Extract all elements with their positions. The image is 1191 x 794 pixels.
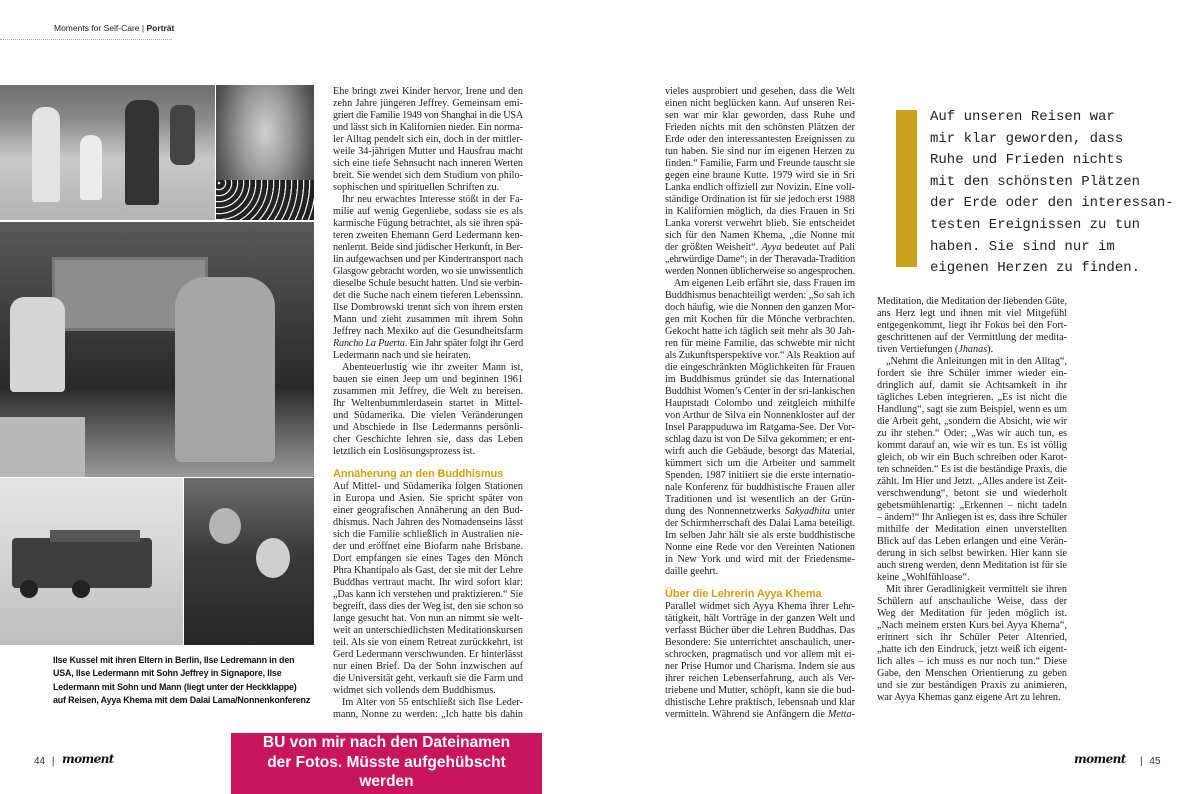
text-line: der und eröffnet eine Biofarm nahe Brisbane. [333,541,523,552]
text-line: zehn Jahre jüngeren Jeffrey. Gemeinsam emi- [333,98,523,109]
text-line: breit. Sie wendet sich dem Studium von philo- [333,170,523,181]
text-column-3 [877,296,1067,704]
text-line: Buddhist Women’s Center in der sri-lankischen [665,386,855,397]
caption-line: auf Reisen, Ayya Khema mit dem Dalai Lama/Nonnenkonferenz [53,694,311,705]
text-line: begreift, dass dies der Weg ist, den sie schon so [333,601,523,612]
text-line: und Abschiede in Ilse Ledermanns persönli- [333,422,523,433]
italic-text: Jhanas [958,344,988,355]
text-line: Lanka vorerst verwehrt blieb. Sie entscheidet [665,218,855,229]
text-line: Gabe, den Menschen Orientierung zu geben [877,668,1067,679]
text-line: verschwendung“, betont sie und wiederholt [877,488,1067,499]
text-line: und lässt sich in Kalifornien nieder. Ein norma- [333,122,523,133]
text-line: Weg der Meditation für jeden möglich ist. [877,608,1067,619]
page-number: 45 [1149,756,1161,767]
text-line: Meditation, die Meditation der liebenden Güte, [877,296,1067,307]
text-line: gen mit Kochen für die Mönche verbrachten. [665,314,855,325]
text-line: Blick auf das Leben erlangen und eine Verän- [877,536,1067,547]
text-line: milie auf wenig Gegenliebe, sodass sie es als [333,206,523,217]
text-line [665,506,855,518]
text-line: triebene und Mutter, schöpft, kann sie die bud- [665,685,855,696]
text-line: Jeffrey nach Mexiko auf die Gesundheitsfarm [333,326,523,337]
text-line: Mit ihrer Geradlinigkeit vermittelt sie ihren [886,584,1067,595]
text-line: ner Prise Humor und Charisma. Indem sie aus [665,661,855,672]
text-line: geschrittenen auf der Vermittlung der medita- [877,332,1067,343]
text-line: gegen eine braune Kutte. 1979 wird sie in Sri [665,170,855,181]
photo-jeep-travel [0,478,183,645]
text-line: als Zukunftsperspektive vor.“ Als Reaktion auf [665,350,855,361]
text-line: dieselbe Schule besucht hatten. Und sie verbin- [333,278,523,289]
text-line: „hatte ich den Eindruck, jetzt weiß ich eigent- [877,644,1067,655]
text-line: dringlich auf, damit sie Achtsamkeit in ihr [877,380,1067,391]
running-header [54,23,174,33]
text-line: Frieden nichts mit den schönsten Plätzen der [665,122,855,133]
text-segment: der größten Weisheit“. [665,242,762,253]
caption-line: Ilse Kussel mit ihren Eltern in Berlin, Ilse Ledremann in den [53,655,295,665]
text-segment: ). [987,344,994,355]
pull-quote-line: haben. Sie sind nur im [930,238,1115,255]
text-line [333,338,523,350]
text-line: Ledermann nach und sie heiraten. [333,350,471,361]
text-line: Lanka endlich offiziell zur Novizin. Eine voll- [665,182,855,193]
text-line: Buddhas vertraut macht. Ihr wird sofort klar: [333,577,523,588]
text-line: verfasst Bücher über die Lehren Buddhas. Das [665,625,855,636]
text-column-1 [333,86,523,721]
text-line: gebetsmühlenartig: „Erkennen – nicht tadeln [877,500,1067,511]
text-line: erinnert sich ihr Schüler Peter Altenried, [877,632,1067,643]
text-line: und sie zur beständigen Praxis zu animieren, [877,680,1067,691]
text-line: Ehe bringt zwei Kinder hervor, Irene und den [333,86,523,97]
text-line: werden Nonnen üblicherweise so angesprochen. [665,266,855,277]
text-line: cher Geschichte lehren sie, dass das Leben [333,434,523,445]
text-line: Besondere: Sie unterrichtet anschaulich, uner- [665,637,855,648]
text-line: Schülern auf anschauliche Weise, dass der [877,596,1067,607]
text-line: sen war mir klar geworden, dass Ruhe und [665,110,855,121]
text-line: schlag dazu ist von De Silva gekommen; er ent- [665,434,855,445]
text-line: Erde oder den interessantesten Ereignissen zu [665,134,855,145]
italic-text: Rancho La Puerta [333,338,405,349]
pull-quote-bar [896,110,917,267]
text-line: Ihr Weltenbummlerdasein startet in Mittel- [333,398,523,409]
text-line: nur einen Brief. Da der Sohn inzwischen auf [333,661,523,672]
text-segment: . Ein Jahr später folgt ihr Gerd [404,338,523,349]
text-line: wirft auch die Gebäude, besorgt das Material, [665,446,855,457]
italic-text: Sakyadhita [784,506,830,517]
logo-text: moment [1074,752,1126,766]
text-line: weit an unterschiedlichsten Meditationskursen [333,625,523,636]
text-line: Im selben Jahr hält sie als erste buddhistische [665,530,855,541]
text-line [665,242,855,254]
text-line: „Nach meinem ersten Kurs bei Ayya Khema“, [877,620,1067,631]
text-line: einer geografischen Annäherung an den Bud- [333,505,523,516]
text-line: von Arthur de Silva ein Nonnenkloster auf der [665,410,855,421]
text-segment: bedeutet auf Pali [781,242,855,253]
section-heading: Über die Lehrerin Ayya Khema [665,588,822,600]
text-line: keine „Wohlfühloase“. [877,572,970,583]
italic-text: Metta- [827,709,855,720]
text-line [877,344,1067,356]
text-line: Handlung“, sagt sie zum Beispiel, wenn es um [877,404,1067,415]
pull-quote-line: Auf unseren Reisen war [930,109,1115,125]
pull-quote-line: mir klar geworden, dass [930,130,1124,147]
text-line: tätigkeit, hält Vorträge in der ganzen Welt und [665,613,855,624]
text-line: Parallel widmet sich Ayya Khema ihrer Lehr- [665,601,855,612]
text-line: Auf Mittel- und Südamerika folgen Stationen [333,481,523,492]
text-line [665,709,855,721]
text-line: Dort empfangen sie eines Tages den Mönch [333,553,523,564]
text-line: Buddhismus benachteiligt werden: „So sah ich [665,290,855,301]
text-line: gleich, ob wir ein Buch schreiben oder Karot- [877,452,1067,463]
text-line: war Ayya Khemas ganz eigene Art zu lehren. [877,692,1061,703]
pull-quote-line: mit den schönsten Plätzen [930,173,1141,190]
text-line: nenlernt. Beide sind jüdischer Herkunft, in Ber- [333,242,523,253]
text-line: dhismus. Nach Jahren des Nomadenseins lässt [333,517,523,528]
photo-mexico-foodstall [0,222,314,477]
header-category: Porträt [146,23,175,33]
logo-text: moment [62,752,114,766]
text-line: ihrer reichen Lebenserfahrung, auch als Ver- [665,673,855,684]
text-segment: unter [830,506,855,517]
text-line: sophischen und spirituellen Schriften zu. [333,182,500,193]
text-line: mithilfe der Meditation einen unverstellten [877,524,1067,535]
editor-note-line: der Fotos. Müsste aufgehübscht [267,753,506,771]
section-heading: Annäherung an den Buddhismus [333,468,504,480]
text-line: karmische Fügung betrachtet, als sie ihren spä- [333,218,523,229]
text-line: tägliches Leben integrieren. „Es ist nicht die [877,392,1067,403]
text-line: kümmert sich um die Arbeiter und sammelt [665,458,855,469]
text-line: kommt darauf an, wie wir es tun. Es ist völlig [877,440,1067,451]
text-line: zählt. Im Hier und Jetzt. „Alles andere ist Zeit- [877,476,1067,487]
pull-quote-line: eigenen Herzen zu finden. [930,260,1141,277]
pull-quote-line: der Erde oder den interessan- [930,195,1174,212]
text-line: sich für den Namen Khema, „die Nonne mit [665,230,855,241]
page-number-right [1140,756,1161,767]
text-line: ren für meine Familie, das schwebte mir nicht [665,338,855,349]
text-line: lin aufgewachsen und per Kindertransport nach [333,254,523,265]
text-line: teren zweiten Ehemann Gerd Ledermann ken- [333,230,523,241]
text-line: Insel Parappuduwa im Ratgama-See. Der Vor- [665,422,855,433]
text-line: sich eine tiefe Sehnsucht nach inneren Werten [333,158,523,169]
text-line: Mann und zieht zusammen mit ihrem Sohn [333,314,523,325]
photo-caption [53,654,310,707]
caption-line: USA, Ilse Ledermann mit Sohn Jeffrey in Signapore, Ilse [53,668,282,679]
text-line: entgegenkommt, liegt ihr Fokus bei den Fort- [877,320,1067,331]
text-line: Phra Khantipalo als Gast, der sie mit der Lehre [333,565,523,576]
text-line: weile 34-jährigen Mutter und Hausfrau macht [333,146,523,157]
pull-quote-line: Ruhe und Frieden nichts [930,152,1124,169]
text-line: sich die Familie schließlich in Australien nie- [333,529,523,540]
photo-dalai-lama-ayya-khema [184,478,314,645]
header-rule [0,39,172,40]
text-line: teil. Als sie von einem Retreat zurückkehrt, ist [333,637,523,648]
text-line: in Kalifornien möglich, da dies Frauen in Sri [665,206,855,217]
text-segment: tiven Vertiefungen ( [877,344,959,355]
text-line: „ehrwürdige Dame“; in der Theravada-Tradition [665,254,855,265]
text-line: derung in sich selbst bewirken. Hier kann sie [877,548,1067,559]
text-line: Gerd Ledermann verschwunden. Er hinterlässt [333,649,523,660]
photo-family-berlin [0,85,215,220]
caption-line: Ledermann mit Sohn und Mann (liegt unter der Heckklappe) [53,681,297,692]
text-line: widmet sich vollends dem Buddhismus. [333,685,496,696]
editor-note [231,733,542,794]
text-line: die eingeschränkten Möglichkeiten für Frauen [665,362,855,373]
text-line: griert die Familie 1949 von Shanghai in die USA [333,110,523,121]
text-line: ans Herz legt und ihnen mit viel Mitgefühl [877,308,1067,319]
text-line: schrocken, pragmatisch und vor allem mit ei- [665,649,855,660]
italic-text: Ayya [761,242,782,253]
text-line: ler Alltag pendelt sich ein, doch in der mittler- [333,134,523,145]
text-line: lange gesucht hat. Von nun an nimmt sie welt- [333,613,523,624]
text-line: Gekocht hatte ich täglich seit mehr als 30 Jah- [665,326,855,337]
text-line: „Das kann ich verstehen und praktizieren.“ Sie [333,589,523,600]
text-line: der Schirmherrschaft des Dalai Lama beteiligt. [665,518,855,529]
footer-separator: | [51,756,55,767]
photo-portrait [216,85,314,220]
text-line: die Arbeit geht, „sondern die Absicht, wie wir [877,416,1067,427]
text-line: Glasgow gebracht worden, wo sie unwissentlich [333,266,523,277]
text-line: det die Suche nach einem tieferen Lebenssinn. [333,290,523,301]
text-line: in Europa und Asien. Sie spricht später von [333,493,523,504]
moment-logo [62,752,114,766]
editor-note-line: werden [359,773,414,790]
text-segment: dung des Nonnennetzwerks [665,506,785,517]
text-segment: vermitteln. Während sie Anfängern die [665,709,828,720]
editor-note-line: BU von mir nach den Dateinamen [262,734,511,751]
text-line: einen nicht beglücken kann. Auf unseren Rei- [665,98,855,109]
text-line: Nonne eine Rede vor den Vereinten Nationen [665,542,855,553]
text-line: ständige Ordination ist für sie jedoch erst 1988 [665,194,855,205]
text-line: mann, Nonne zu werden: „Ich hatte bis dahin [333,709,523,720]
text-line: – ändern!“ Ihr Anliegen ist es, dass ihre Schüler [877,512,1067,523]
text-line: doch häufig, wie die Nonnen den ganzen Mor- [665,302,855,313]
text-line: dhistische Lehre praktisch, lebensnah und klar [665,697,855,708]
text-line: zu ihr stehen.“ Oder: „Was wir auch tun, es [877,428,1067,439]
text-line: fordert sie ihre Schüler immer wieder ein- [877,368,1067,379]
text-column-2 [665,86,855,721]
header-separator: | [141,23,145,33]
text-line: Hauptstadt Colombo und zeitgleich mithilfe [665,398,855,409]
text-line: vieles ausprobiert und gesehen, dass die Welt [665,86,855,97]
footer-separator: | [1140,756,1143,767]
text-line: in New York und wird mit der Friedensme- [665,554,855,565]
pull-quote-line: testen Ereignissen zu tun [930,216,1141,233]
text-line: Ihr neu erwachtes Interesse stößt in der Fa- [342,194,523,205]
text-line: daille geehrt. [665,566,719,577]
text-line: Am eigenen Leib erfährt sie, dass Frauen im [674,278,855,289]
text-line: Traditionen und ist wesentlich an der Grün- [665,494,855,505]
page-number: 44 [34,756,46,767]
text-line: letztlich ein Loslösungsprozess ist. [333,446,476,457]
text-line: bauen sie einen Jeep um und beginnen 1961 [333,374,523,385]
text-line: im Buddhismus gründet sie das International [665,374,855,385]
text-line: zusammen mit Jeffrey, die Welt zu bereisen. [333,386,523,397]
text-line: Ilse Dombrowski trennt sich von ihrem ersten [333,302,523,313]
pull-quote [930,107,1174,280]
text-line: ten schneiden.“ Es ist die beständige Praxis, die [877,464,1067,475]
text-line: „Nehmt die Anleitungen mit in den Alltag“, [886,356,1067,367]
text-line: finden.“ Familie, Farm und Freunde tauscht sie [665,158,855,169]
text-line: die Universität geht, verkauft sie die Farm und [333,673,523,684]
text-line: Im Alter von 55 entschließt sich Ilse Leder- [342,697,523,708]
moment-logo [1074,752,1126,766]
text-line: tun haben. Sie sind nur im eigenen Herzen zu [665,146,855,157]
text-line: nale Konferenz für buddhistische Frauen aller [665,482,855,493]
header-section: Moments for Self-Care [54,23,140,33]
text-line: Spenden. 1987 initiiert sie die erste internatio- [665,470,855,481]
text-line: und Südamerika. Die vielen Veränderungen [333,410,523,421]
text-line: lich alles – ich muss es nur noch tun.“ Diese [877,656,1067,667]
page-number-left [34,756,55,767]
text-line: auch streng werden, denn Meditation ist für sie [877,560,1067,571]
text-line: Abenteuerlustig wie ihr zweiter Mann ist, [342,362,523,373]
